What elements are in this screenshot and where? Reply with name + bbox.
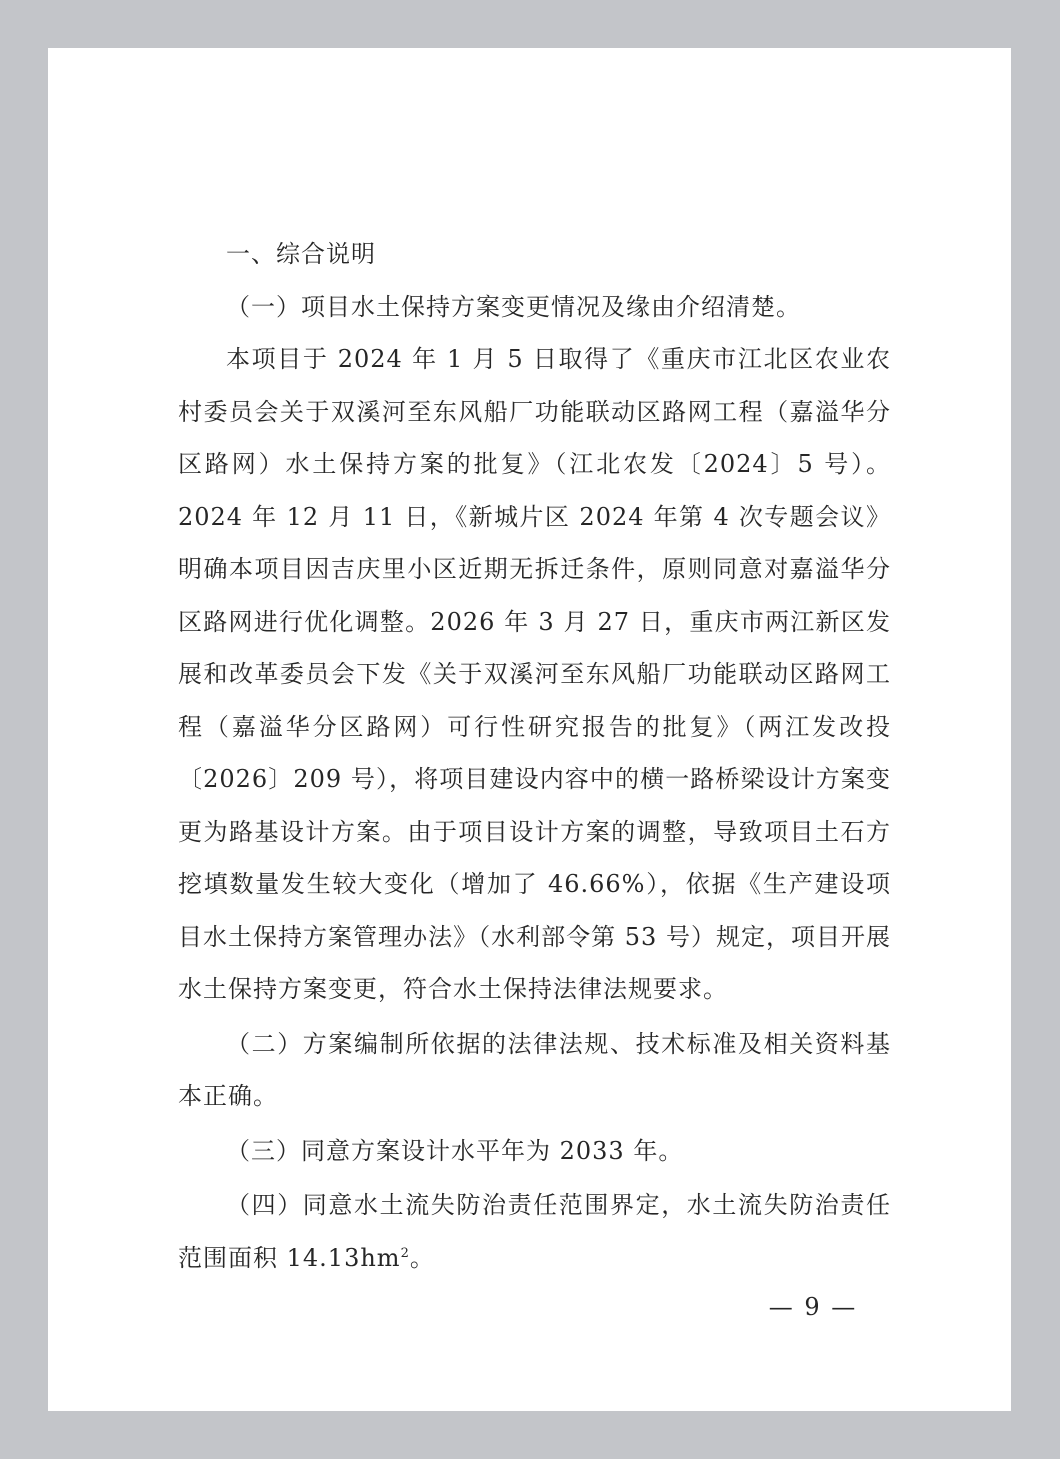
paragraph-4: （三）同意方案设计水平年为 2033 年。 xyxy=(226,1136,684,1165)
paragraph-2: 本项目于 2024 年 1 月 5 日取得了《重庆市江北区农业农村委员会关于双溪河至东风船厂功能联动区路网工程（嘉溢华分区路网）水土保持方案的批复》（江北农发〔2024〕5 号）。2024 年 12 月 11 日，《新城片区 2024 年第 4 次专题会议》明确本项目因吉庆里小区近期无拆迁条件，原则同意对嘉溢华分区路网进行优化调整。2026 年 3 月 27 日，重庆市两江新区发展和改革委员会下发《关于双溪河至东风船厂功能联动区路网工程（嘉溢华分区路网）可行性研究报告的批复》（两江发改投〔2026〕209 号），将项目建设内容中的横一路桥梁设计方案变更为路基设计方案。由于项目设计方案的调整，导致项目土石方挖填数量发生较大变化（增加了 46.66%），依据《生产建设项目水土保持方案管理办法》（水利部令第 53 号）规定，项目开展水土保持方案变更，符合水土保持法律法规要求。 xyxy=(178,345,891,1003)
paragraph-1: （一）项目水土保持方案变更情况及缘由介绍清楚。 xyxy=(226,292,801,321)
paragraph-5-end: 。 xyxy=(409,1243,435,1272)
page-number: — 9 — xyxy=(768,1293,858,1321)
paragraph-5 xyxy=(178,1179,891,1284)
superscript-2: 2 xyxy=(400,1245,410,1261)
paragraph-5-text: （四）同意水土流失防治责任范围界定，水土流失防治责任范围面积 14.13hm xyxy=(178,1191,891,1272)
document-page xyxy=(48,48,1011,1411)
document-body xyxy=(178,228,891,1284)
section-heading: 一、综合说明 xyxy=(226,240,376,268)
paragraph-3: （二）方案编制所依据的法律法规、技术标准及相关资料基本正确。 xyxy=(178,1029,891,1110)
